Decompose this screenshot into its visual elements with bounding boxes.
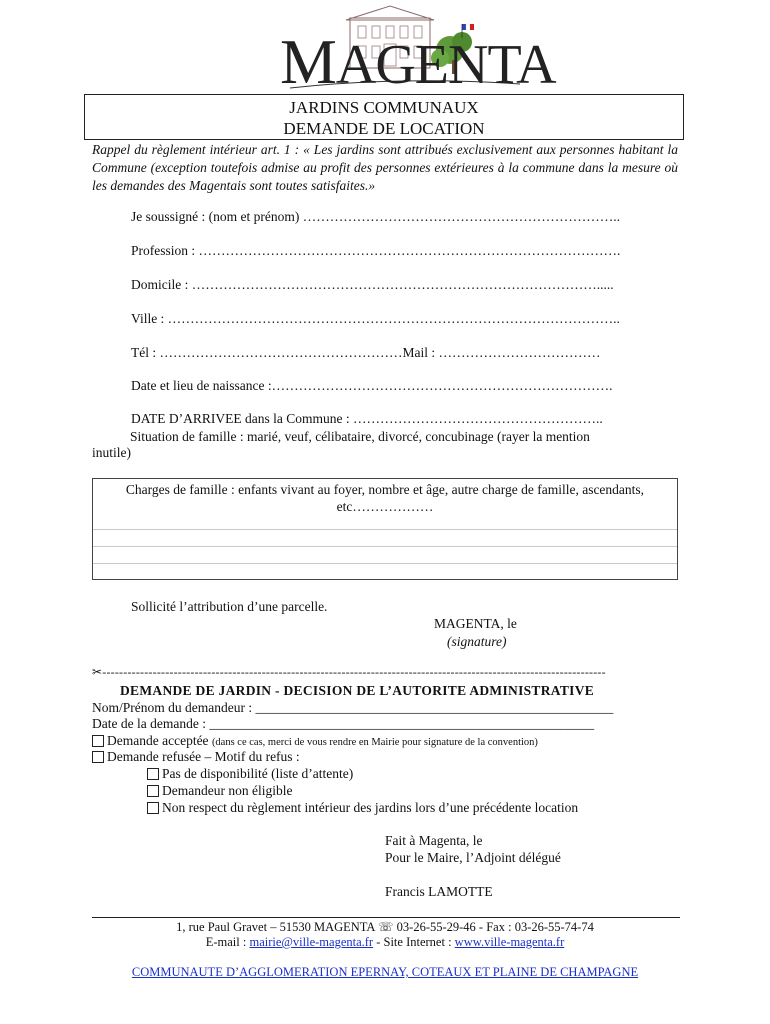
footer-phone: 03-26-55-29-46 - Fax : 03-26-55-74-74 — [396, 920, 594, 934]
field-tel-mail[interactable]: Tél : ………………………………………………Mail : ……………………………… — [131, 345, 601, 360]
signatory-name: Francis LAMOTTE — [385, 884, 493, 899]
checkbox-motif[interactable] — [147, 802, 159, 814]
option-motif-1[interactable] — [147, 766, 353, 782]
checkbox-refusee[interactable] — [92, 751, 104, 763]
scissors-icon: ✂ — [92, 665, 103, 679]
option-demande-refusee[interactable] — [92, 749, 300, 765]
field-date-demande[interactable]: Date de la demande : _________________________________________________________ — [92, 716, 595, 731]
cut-dashes: ------------------------------------------------------------------------------------------------------------------------ — [102, 665, 606, 679]
motif-label: Pas de disponibilité (liste d’attente) — [162, 766, 354, 781]
footer-divider — [92, 917, 680, 918]
phone-icon: ☏ — [377, 920, 394, 934]
refusee-label: Demande refusée – Motif du refus : — [107, 749, 300, 764]
checkbox-motif[interactable] — [147, 768, 159, 780]
situation-famille: Situation de famille : marié, veuf, célibataire, divorcé, concubinage (rayer la mention — [130, 429, 590, 444]
title-line-1: JARDINS COMMUNAUX — [289, 98, 479, 117]
charges-line — [93, 529, 677, 530]
magenta-logo — [280, 4, 556, 97]
situation-famille-cont: inutile) — [92, 445, 131, 460]
fait-a: Fait à Magenta, le — [385, 833, 483, 848]
field-nom-demandeur[interactable]: Nom/Prénom du demandeur : _____________________________________________________ — [92, 700, 614, 715]
pour-le-maire: Pour le Maire, l’Adjoint délégué — [385, 850, 561, 865]
title-line-2: DEMANDE DE LOCATION — [283, 119, 485, 138]
footer-address: 1, rue Paul Gravet – 51530 MAGENTA — [176, 920, 375, 934]
footer-contact-line — [0, 935, 770, 950]
motif-label: Demandeur non éligible — [162, 783, 293, 798]
field-domicile[interactable]: Domicile : ………………………………………………………………………………..... — [131, 277, 614, 292]
option-motif-3[interactable] — [147, 800, 578, 816]
signature-label: (signature) — [447, 634, 507, 649]
field-profession[interactable]: Profession : …………………………………………………………………………………. — [131, 243, 621, 258]
charges-famille-label: Charges de famille : enfants vivant au foyer, nombre et âge, autre charge de famille, ascendants, etc……………… — [125, 482, 645, 514]
acceptee-note: (dans ce cas, merci de vous rendre en Mairie pour signature de la convention) — [211, 737, 538, 748]
checkbox-motif[interactable] — [147, 785, 159, 797]
website-link[interactable]: www.ville-magenta.fr — [454, 935, 565, 949]
footer-agglo[interactable] — [0, 965, 770, 980]
footer-address-line — [0, 919, 770, 935]
option-demande-acceptee[interactable] — [92, 733, 538, 749]
field-date-arrivee[interactable]: DATE D’ARRIVEE dans la Commune : ……………………………………………….. — [131, 411, 603, 426]
sollicite-text: Sollicité l’attribution d’une parcelle. — [131, 599, 328, 614]
charges-line — [93, 563, 677, 564]
email-label: E-mail : — [205, 935, 247, 949]
rappel-reglement: Rappel du règlement intérieur art. 1 : « Les jardins sont attribués exclusivement aux personnes habitant la Commune (exception toutefois admise au profit des personnes extérieures à la commune dans la mesure où les demandes des Magentais sont toutes satisfaites.» — [92, 142, 678, 193]
email-link[interactable]: mairie@ville-magenta.fr — [249, 935, 374, 949]
field-ville[interactable]: Ville : ……………………………………………………………………………………….. — [131, 311, 620, 326]
field-soussigne[interactable]: Je soussigné : (nom et prénom) …………………………………………………………….. — [131, 209, 620, 224]
charges-famille-box[interactable] — [92, 478, 678, 580]
logo-wordmark: MAGENTA — [280, 26, 556, 97]
option-motif-2[interactable] — [147, 783, 292, 799]
motif-label: Non respect du règlement intérieur des jardins lors d’une précédente location — [162, 800, 579, 815]
acceptee-label: Demande acceptée — [107, 733, 209, 748]
charges-line — [93, 546, 677, 547]
decision-title: DEMANDE DE JARDIN - DECISION DE L’AUTORITE ADMINISTRATIVE — [120, 683, 595, 698]
document-title-box — [84, 94, 684, 140]
magenta-le: MAGENTA, le — [434, 616, 517, 631]
agglo-link[interactable]: COMMUNAUTE D’AGGLOMERATION EPERNAY, COTEAUX ET PLAINE DE CHAMPAGNE — [131, 965, 639, 979]
checkbox-acceptee[interactable] — [92, 735, 104, 747]
field-naissance[interactable]: Date et lieu de naissance :…………………………………………………………………. — [131, 378, 613, 393]
cut-line — [92, 665, 678, 680]
site-label: - Site Internet : — [376, 935, 452, 949]
